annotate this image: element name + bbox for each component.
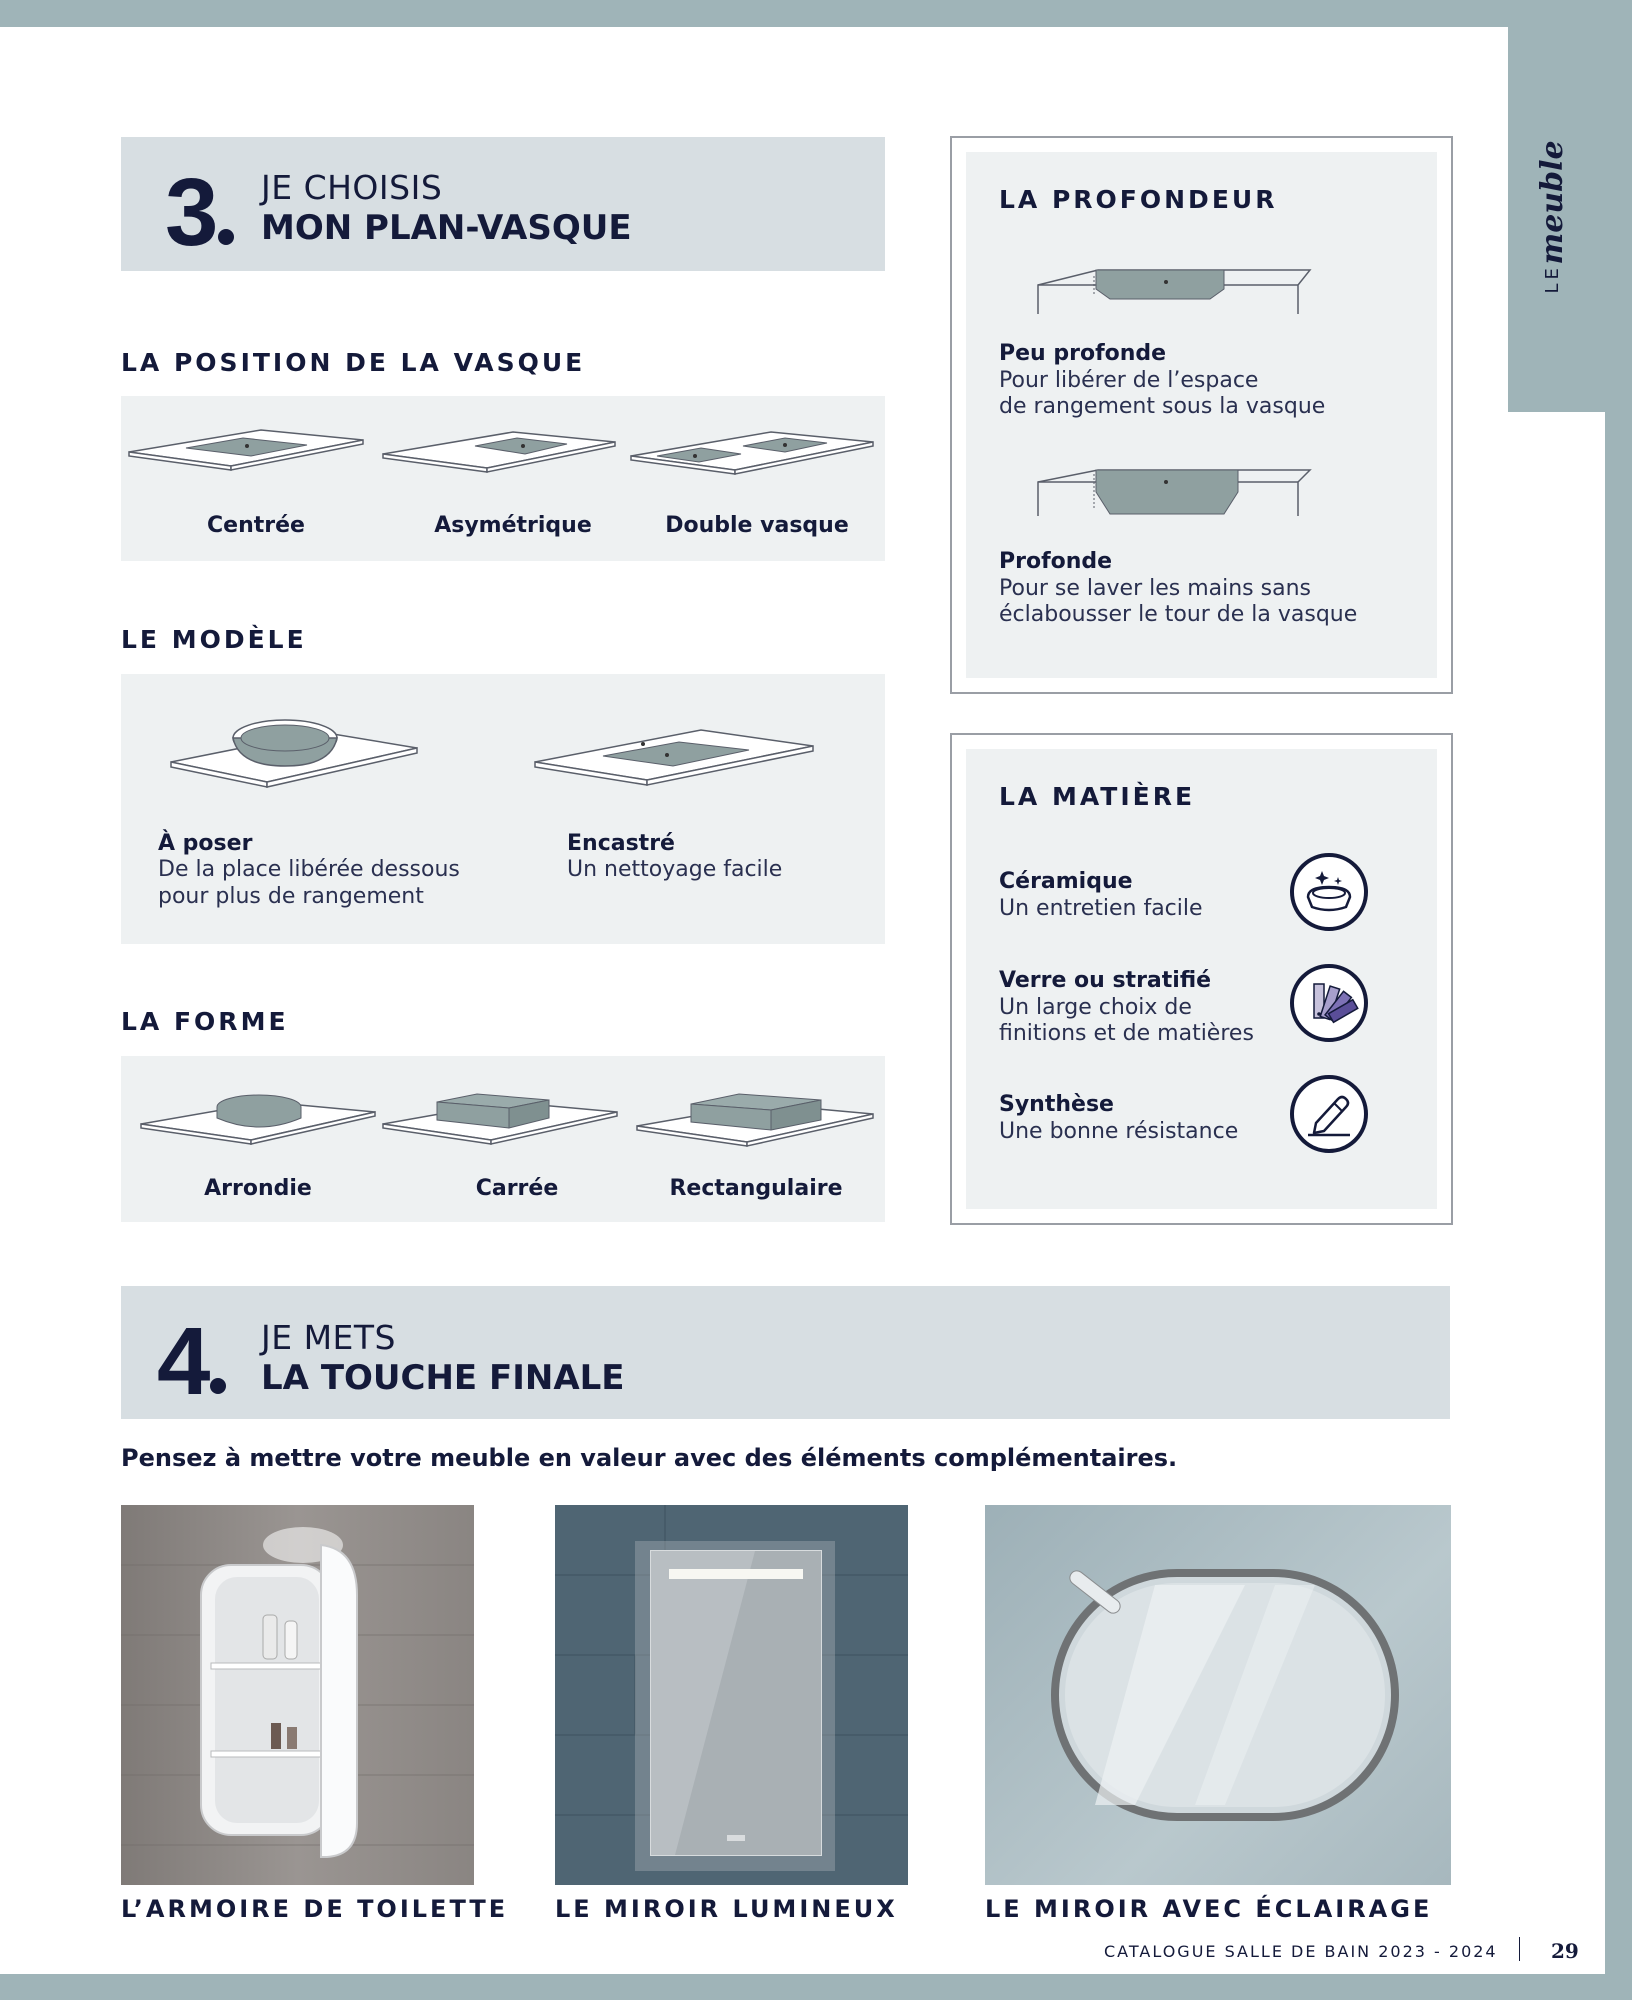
modele-encastre-desc1: Un nettoyage facile: [567, 857, 783, 882]
step3-header: [121, 137, 885, 271]
resin-surface-icon: [1290, 1075, 1368, 1153]
forme-caption-carree: Carrée: [475, 1176, 559, 1201]
matiere-ceramique-desc1: Un entretien facile: [999, 896, 1203, 921]
position-caption-asymetrique: Asymétrique: [434, 513, 592, 538]
profondeur-title: LA PROFONDEUR: [999, 185, 1278, 214]
matiere-verre-desc2: finitions et de matières: [999, 1021, 1254, 1046]
profondeur-peu-desc1: Pour libérer de l’espace: [999, 368, 1259, 393]
step4-intro: Pensez à mettre votre meuble en valeur avec des éléments complémentaires.: [121, 1444, 1178, 1472]
step4-number: 4: [157, 1314, 226, 1410]
matiere-synthese-title: Synthèse: [999, 1092, 1114, 1117]
forme-illustrations: [121, 1056, 885, 1166]
matiere-synthese-desc1: Une bonne résistance: [999, 1119, 1239, 1144]
miroir-eclairage-photo: [985, 1505, 1451, 1885]
profondeur-peu-title: Peu profonde: [999, 341, 1167, 366]
position-title: LA POSITION DE LA VASQUE: [121, 348, 586, 377]
footer-catalogue: CATALOGUE SALLE DE BAIN 2023 - 2024: [1104, 1942, 1498, 1961]
forme-title: LA FORME: [121, 1007, 289, 1036]
page-number: 29: [1551, 1939, 1579, 1963]
sparkling-basin-icon: [1290, 853, 1368, 931]
matiere-verre-title: Verre ou stratifié: [999, 968, 1212, 993]
modele-encastre-title: Encastré: [567, 831, 675, 856]
step3-line1: JE CHOISIS: [261, 168, 443, 207]
modele-illustrations: [121, 674, 885, 794]
forme-caption-arrondie: Arrondie: [204, 1176, 312, 1201]
matiere-ceramique-title: Céramique: [999, 869, 1133, 894]
position-caption-double: Double vasque: [665, 513, 849, 538]
color-swatch-icon: [1290, 964, 1368, 1042]
profondeur-profonde-title: Profonde: [999, 549, 1113, 574]
profondeur-profonde-desc1: Pour se laver les mains sans: [999, 576, 1311, 601]
profondeur-peu-desc2: de rangement sous la vasque: [999, 394, 1326, 419]
modele-aposer-title: À poser: [158, 831, 253, 856]
profondeur-profonde-desc2: éclabousser le tour de la vasque: [999, 602, 1358, 627]
modele-aposer-desc1: De la place libérée dessous: [158, 857, 460, 882]
step3-number: 3: [165, 165, 234, 261]
position-caption-centree: Centrée: [207, 513, 305, 538]
miroir-eclairage-caption: LE MIROIR AVEC ÉCLAIRAGE: [985, 1895, 1433, 1923]
modele-aposer-desc2: pour plus de rangement: [158, 884, 424, 909]
footer-separator: [1519, 1937, 1522, 1961]
matiere-title: LA MATIÈRE: [999, 782, 1196, 811]
armoire-toilette-caption: L’ARMOIRE DE TOILETTE: [121, 1895, 509, 1923]
miroir-lumineux-caption: LE MIROIR LUMINEUX: [555, 1895, 898, 1923]
side-tab-label: LEmeuble: [1535, 140, 1570, 294]
miroir-lumineux-photo: [555, 1505, 908, 1885]
step4-line2: LA TOUCHE FINALE: [261, 1358, 625, 1398]
armoire-toilette-photo: [121, 1505, 474, 1885]
matiere-verre-desc1: Un large choix de: [999, 995, 1192, 1020]
forme-caption-rectangulaire: Rectangulaire: [669, 1176, 843, 1201]
step3-line2: MON PLAN-VASQUE: [261, 208, 632, 248]
step4-line1: JE METS: [261, 1318, 397, 1357]
modele-title: LE MODÈLE: [121, 625, 307, 654]
